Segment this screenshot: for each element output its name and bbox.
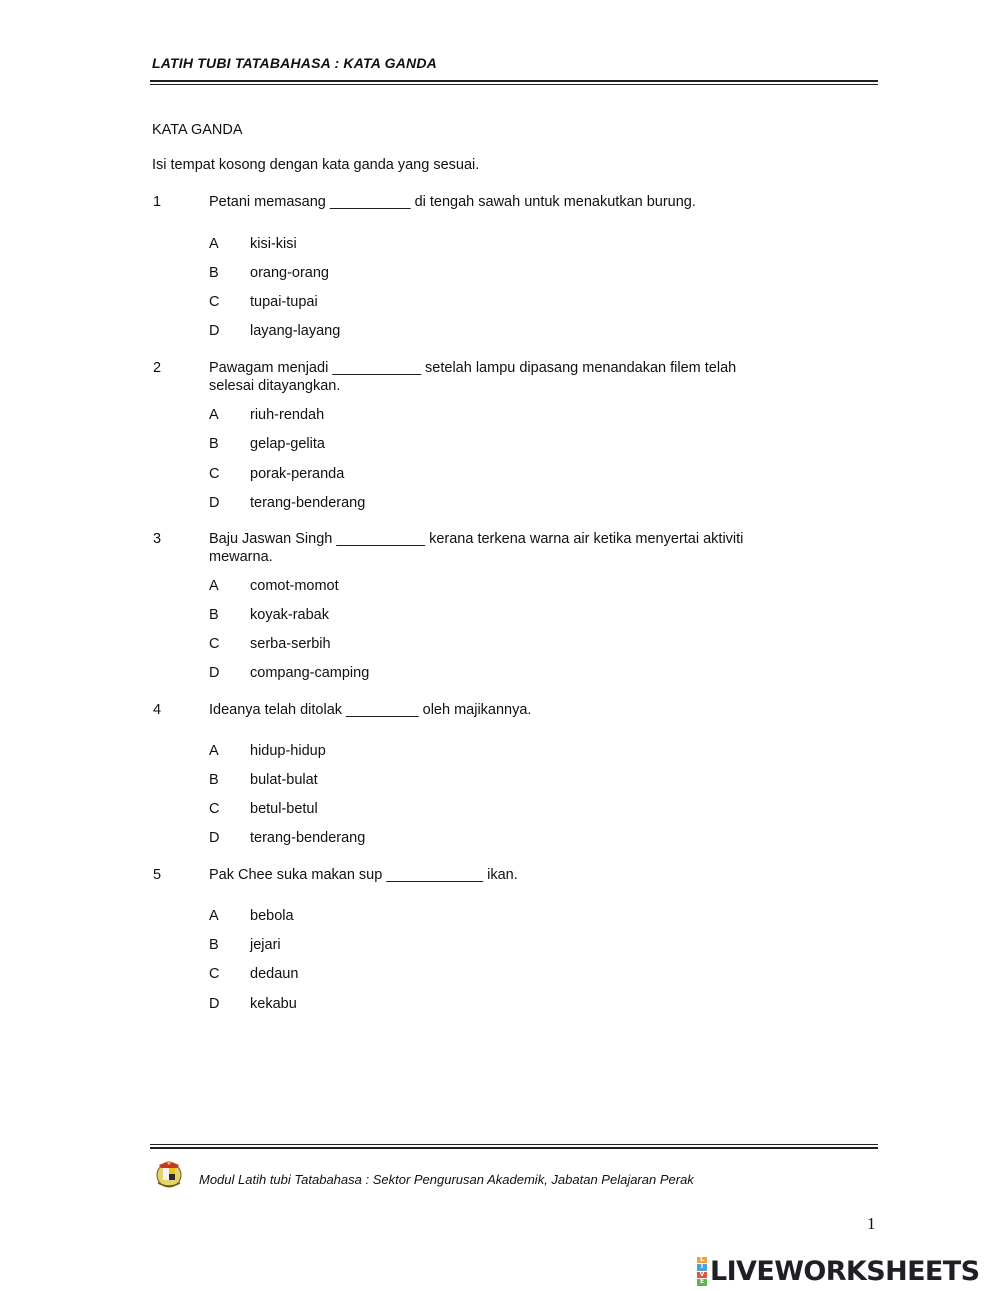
option-letter: A bbox=[209, 578, 219, 594]
option-letter: D bbox=[209, 665, 220, 681]
option-text[interactable]: jejari bbox=[250, 937, 281, 953]
option-text[interactable]: kisi-kisi bbox=[250, 236, 297, 252]
option-text[interactable]: bulat-bulat bbox=[250, 772, 318, 788]
option-letter: A bbox=[209, 407, 219, 423]
footer-rule-thin bbox=[150, 1144, 878, 1145]
footer-rule-thick bbox=[150, 1147, 878, 1149]
question-text: Pak Chee suka makan sup ____________ ikan. bbox=[209, 867, 518, 883]
page-number: 1 bbox=[867, 1214, 876, 1233]
option-letter: B bbox=[209, 265, 219, 281]
option-text[interactable]: terang-benderang bbox=[250, 495, 366, 511]
question-number: 5 bbox=[153, 867, 162, 883]
option-text[interactable]: hidup-hidup bbox=[250, 743, 326, 759]
liveworksheets-logo[interactable] bbox=[697, 1256, 979, 1286]
option-text[interactable]: layang-layang bbox=[250, 323, 341, 339]
option-text[interactable]: betul-betul bbox=[250, 801, 318, 817]
option-text[interactable]: kekabu bbox=[250, 996, 297, 1012]
option-text[interactable]: comot-momot bbox=[250, 578, 339, 594]
option-letter: C bbox=[209, 636, 220, 652]
option-text[interactable]: gelap-gelita bbox=[250, 436, 325, 452]
instruction-text: Isi tempat kosong dengan kata ganda yang sesuai. bbox=[152, 157, 480, 173]
option-text[interactable]: terang-benderang bbox=[250, 830, 366, 846]
badge-letter: V bbox=[697, 1272, 707, 1279]
question-text: Pawagam menjadi ___________ setelah lampu dipasang menandakan filem telah selesai ditayangkan. bbox=[209, 360, 737, 394]
option-letter: D bbox=[209, 495, 220, 511]
header-rule-thick bbox=[150, 80, 878, 82]
option-letter: B bbox=[209, 772, 219, 788]
watermark-text: LIVEWORKSHEETS bbox=[710, 1255, 980, 1287]
option-text[interactable]: orang-orang bbox=[250, 265, 329, 281]
badge-letter: L bbox=[697, 1257, 707, 1264]
header-rule-thin bbox=[150, 84, 878, 85]
option-text[interactable]: dedaun bbox=[250, 966, 299, 982]
question-text: Ideanya telah ditolak _________ oleh majikannya. bbox=[209, 702, 532, 718]
option-letter: B bbox=[209, 436, 219, 452]
question-text: Baju Jaswan Singh ___________ kerana terkena warna air ketika menyertai aktiviti mewarna. bbox=[209, 531, 744, 565]
page-header-title: LATIH TUBI TATABAHASA : KATA GANDA bbox=[152, 55, 437, 71]
option-text[interactable]: porak-peranda bbox=[250, 466, 345, 482]
badge-letter: I bbox=[697, 1264, 707, 1271]
option-text[interactable]: riuh-rendah bbox=[250, 407, 325, 423]
option-letter: D bbox=[209, 830, 220, 846]
option-letter: A bbox=[209, 743, 219, 759]
option-text[interactable]: compang-camping bbox=[250, 665, 370, 681]
option-letter: C bbox=[209, 466, 220, 482]
option-text[interactable]: serba-serbih bbox=[250, 636, 331, 652]
question-number: 3 bbox=[153, 531, 162, 547]
option-letter: C bbox=[209, 801, 220, 817]
option-letter: B bbox=[209, 607, 219, 623]
option-letter: D bbox=[209, 323, 220, 339]
question-number: 2 bbox=[153, 360, 162, 376]
question-number: 4 bbox=[153, 702, 162, 718]
question-number: 1 bbox=[153, 194, 162, 210]
option-letter: A bbox=[209, 236, 219, 252]
option-text[interactable]: tupai-tupai bbox=[250, 294, 318, 310]
option-letter: C bbox=[209, 966, 220, 982]
option-letter: D bbox=[209, 996, 220, 1012]
section-title: KATA GANDA bbox=[152, 122, 243, 138]
option-text[interactable]: bebola bbox=[250, 908, 294, 924]
live-badge-icon bbox=[697, 1257, 707, 1286]
option-letter: C bbox=[209, 294, 220, 310]
badge-letter: E bbox=[697, 1279, 707, 1286]
state-crest-icon bbox=[155, 1159, 183, 1189]
option-letter: A bbox=[209, 908, 219, 924]
option-letter: B bbox=[209, 937, 219, 953]
question-text: Petani memasang __________ di tengah sawah untuk menakutkan burung. bbox=[209, 194, 696, 210]
option-text[interactable]: koyak-rabak bbox=[250, 607, 329, 623]
footer-text: Modul Latih tubi Tatabahasa : Sektor Pengurusan Akademik, Jabatan Pelajaran Perak bbox=[199, 1172, 694, 1187]
